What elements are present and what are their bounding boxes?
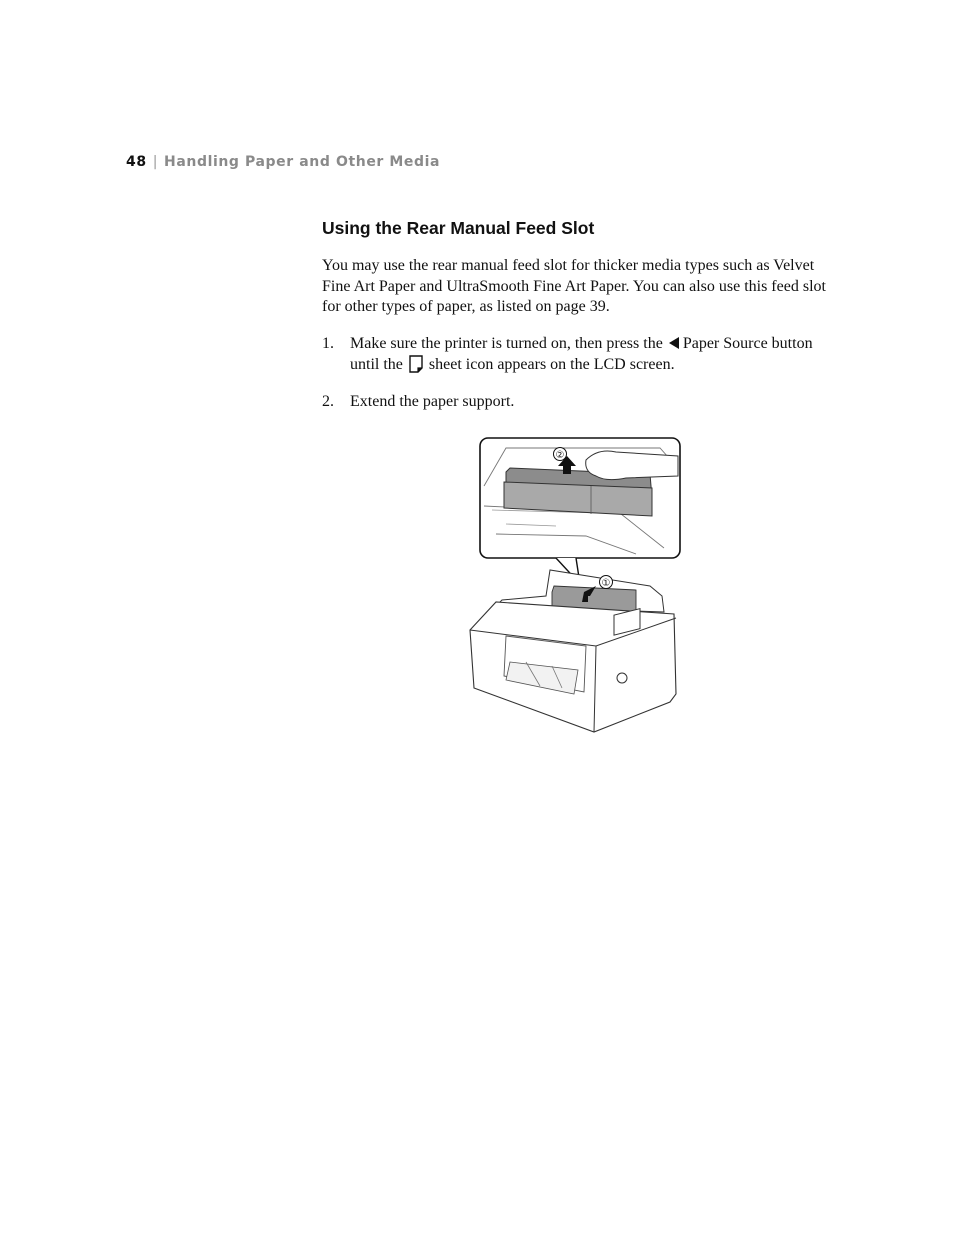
- step-number: 1.: [322, 335, 334, 352]
- section-title: Using the Rear Manual Feed Slot: [322, 218, 595, 238]
- header-separator: |: [152, 154, 159, 170]
- left-arrow-icon: [669, 337, 679, 349]
- callout-1: ①: [601, 578, 611, 589]
- page-number: 48: [126, 154, 147, 170]
- step-text: Extend the paper support.: [350, 393, 515, 410]
- step-1: [322, 334, 832, 375]
- step-number: 2.: [322, 393, 334, 410]
- zoom-callout: [480, 438, 680, 584]
- running-header: [126, 154, 440, 170]
- printer-body: [470, 570, 676, 732]
- step-text: Make sure the printer is turned on, then press the Paper Source button until the sheet icon appears on the LCD screen.: [350, 335, 813, 373]
- intro-paragraph: You may use the rear manual feed slot for thicker media types such as Velvet Fine Art Paper and UltraSmooth Fine Art Paper. You can also use this feed slot for other types of paper, as listed on page 39.: [322, 257, 826, 316]
- sheet-icon: [409, 355, 423, 373]
- printer-illustration: [466, 436, 686, 736]
- chapter-title: Handling Paper and Other Media: [164, 154, 441, 170]
- step-2: [322, 392, 832, 413]
- callout-2: ②: [555, 450, 565, 461]
